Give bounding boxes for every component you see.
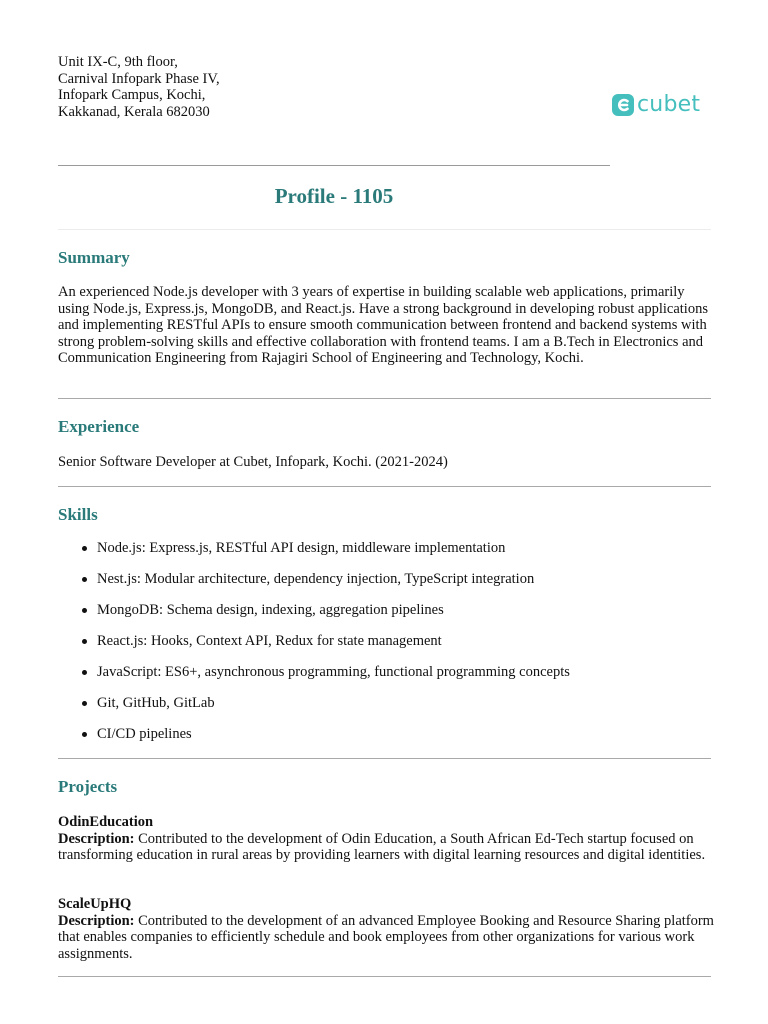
skill-text: CI/CD pipelines <box>97 726 192 742</box>
summary-text: An experienced Node.js developer with 3 years of expertise in building scalable web applications, primarily using Node.js, Express.js, MongoDB, and React.js. Have a strong background in developing robust applications and implementing RESTful APIs to ensure smooth communication between frontend and backend systems with strong problem-solving skills and effective collaboration with frontend teams. I am a B.Tech in Electronics and Communication Engineering from Rajagiri School of Engineering and Technology, Kochi. <box>58 284 708 366</box>
project-name: OdinEducation <box>58 814 154 830</box>
address-line: Kakkanad, Kerala 682030 <box>58 103 210 120</box>
bullet-icon <box>82 639 87 644</box>
address-line: Carnival Infopark Phase IV, <box>58 70 220 87</box>
logo-wordmark: cubet <box>637 92 701 117</box>
list-item <box>58 540 570 571</box>
list-item <box>58 695 570 726</box>
project-description <box>58 913 718 963</box>
experience-heading: Experience <box>58 417 140 436</box>
summary-heading: Summary <box>58 248 130 267</box>
description-label: Description: <box>58 830 135 847</box>
cubet-logo-icon <box>612 94 634 116</box>
skill-text: Nest.js: Modular architecture, dependency injection, TypeScript integration <box>97 571 535 587</box>
project-item <box>58 896 718 962</box>
description-label: Description: <box>58 912 135 929</box>
section-divider <box>58 486 711 487</box>
bullet-icon <box>82 670 87 675</box>
section-divider <box>58 398 711 399</box>
skill-text: JavaScript: ES6+, asynchronous programming, functional programming concepts <box>97 664 570 680</box>
project-description <box>58 831 718 864</box>
description-text: Contributed to the development of an advanced Employee Booking and Resource Sharing platform that enables companies to efficiently schedule and book employees from other organizations for various work assignments. <box>58 912 714 962</box>
list-item <box>58 571 570 602</box>
description-text: Contributed to the development of Odin Education, a South African Ed-Tech startup focused on transforming education in rural areas by providing learners with digital learning resources and digital identities. <box>58 830 706 863</box>
experience-text: Senior Software Developer at Cubet, Infopark, Kochi. (2021-2024) <box>58 454 448 470</box>
bullet-icon <box>82 577 87 582</box>
skill-text: Git, GitHub, GitLab <box>97 695 215 711</box>
project-item <box>58 814 718 864</box>
title-divider <box>58 229 711 230</box>
address-line: Unit IX-C, 9th floor, <box>58 54 178 70</box>
projects-heading: Projects <box>58 777 118 796</box>
skill-text: React.js: Hooks, Context API, Redux for state management <box>97 633 442 649</box>
skill-text: Node.js: Express.js, RESTful API design, middleware implementation <box>97 540 506 556</box>
skill-text: MongoDB: Schema design, indexing, aggregation pipelines <box>97 602 444 618</box>
section-divider <box>58 976 711 977</box>
bullet-icon <box>82 701 87 706</box>
list-item <box>58 602 570 633</box>
skills-list <box>58 540 570 757</box>
address-line: Infopark Campus, Kochi, <box>58 87 206 103</box>
section-divider <box>58 758 711 759</box>
list-item <box>58 664 570 695</box>
company-address <box>58 54 220 120</box>
project-name: ScaleUpHQ <box>58 896 132 912</box>
page-title: Profile - 1105 <box>274 184 394 208</box>
bullet-icon <box>82 608 87 613</box>
header-divider <box>58 165 610 166</box>
list-item <box>58 633 570 664</box>
bullet-icon <box>82 732 87 737</box>
company-logo <box>612 92 700 118</box>
skills-heading: Skills <box>58 505 98 524</box>
list-item <box>58 726 570 757</box>
bullet-icon <box>82 546 87 551</box>
